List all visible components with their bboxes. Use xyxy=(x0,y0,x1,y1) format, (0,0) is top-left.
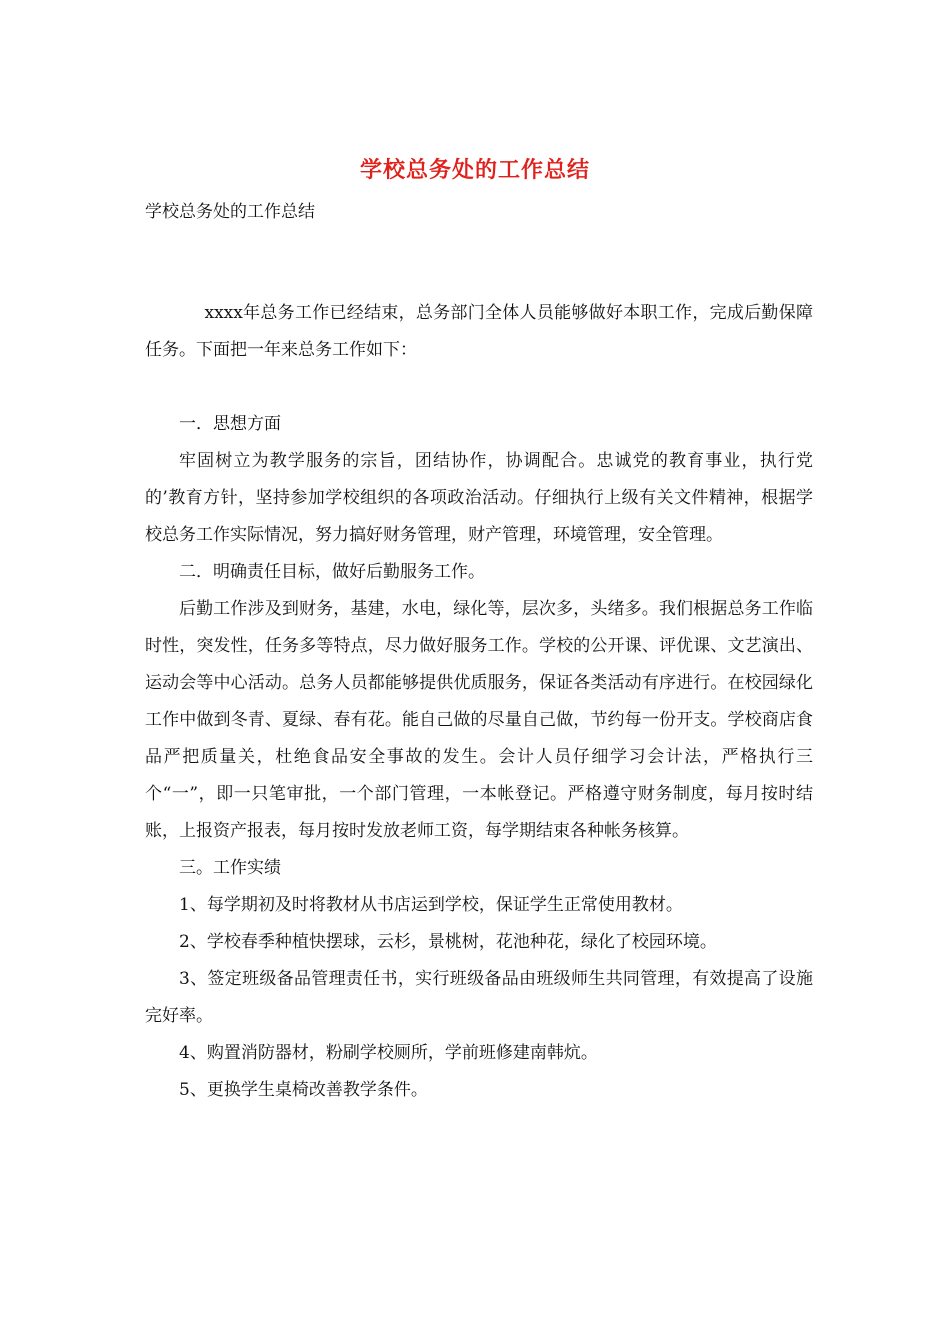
document-subtitle: 学校总务处的工作总结 xyxy=(145,202,315,222)
achievement-item-2: 2、学校春季种植快摆球，云杉，景桃树，花池种花，绿化了校园环境。 xyxy=(179,932,717,952)
paragraph-responsibility: 后勤工作涉及到财务，基建，水电，绿化等，层次多，头绪多。我们根据总务工作临时性，突发性，任务多等特点，尽力做好服务工作。学校的公开课、评优课、文艺演出、运动会等中心活动。总务人员都能够提供优质服务，保证各类活动有序进行。在校园绿化工作中做到冬青、夏绿、春有花。能自己做的尽量自己做，节约每一份开支。学校商店食品严把质量关，杜绝食品安全事故的发生。会计人员仔细学习会计法，严格执行三个“一”，即一只笔审批，一个部门管理，一本帐登记。严格遵守财务制度，每月按时结账，上报资产报表，每月按时发放老师工资，每学期结束各种帐务核算。 xyxy=(145,599,813,841)
achievement-item-3: 3、签定班级备品管理责任书，实行班级备品由班级师生共同管理，有效提高了设施完好率。 xyxy=(145,969,813,1026)
achievement-item-5: 5、更换学生桌椅改善教学条件。 xyxy=(179,1080,428,1100)
section-heading-thought: 一．思想方面 xyxy=(179,414,281,434)
section-heading-responsibility: 二．明确责任目标，做好后勤服务工作。 xyxy=(179,562,485,582)
achievement-item-1: 1、每学期初及时将教材从书店运到学校，保证学生正常使用教材。 xyxy=(179,895,683,915)
achievement-item-4: 4、购置消防器材，粉刷学校厕所，学前班修建南韩炕。 xyxy=(179,1043,598,1063)
paragraph-intro: xxxx年总务工作已经结束，总务部门全体人员能够做好本职工作，完成后勤保障任务。下面把一年来总务工作如下： xyxy=(145,303,813,360)
section-heading-achievements: 三。工作实绩 xyxy=(179,858,281,878)
paragraph-thought: 牢固树立为教学服务的宗旨，团结协作，协调配合。忠诚党的教育事业，执行党的’教育方针，坚持参加学校组织的各项政治活动。仔细执行上级有关文件精神，根据学校总务工作实际情况，努力搞好财务管理，财产管理，环境管理，安全管理。 xyxy=(145,451,813,545)
document-title: 学校总务处的工作总结 xyxy=(359,157,590,183)
document-body xyxy=(145,295,813,1109)
paragraph-gap xyxy=(145,369,813,406)
